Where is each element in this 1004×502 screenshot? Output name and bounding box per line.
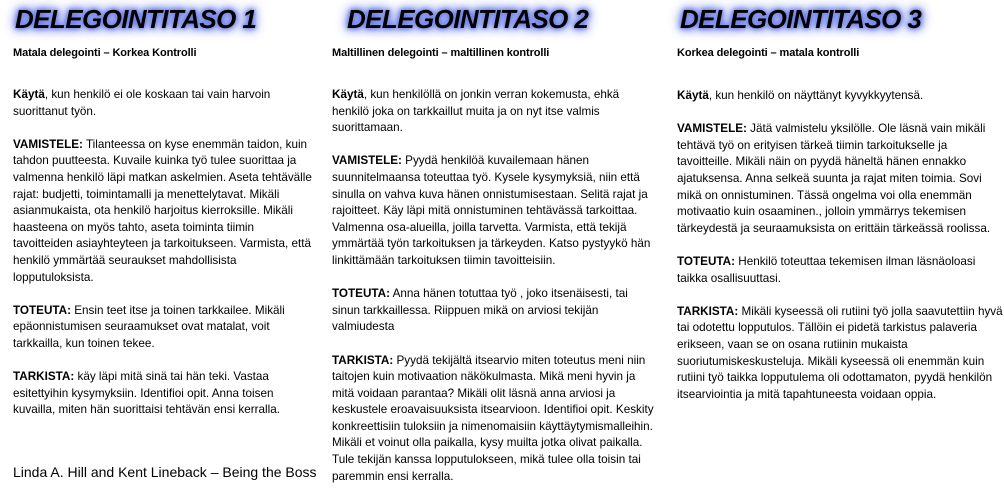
level-subtitle: Matala delegointi – Korkea Kontrolli xyxy=(13,47,197,59)
level-title: DELEGOINTITASO 2 xyxy=(347,4,589,34)
level-body xyxy=(677,88,1004,420)
paragraph-label: TARKISTA: xyxy=(13,370,75,384)
level-subtitle: Maltillinen delegointi – maltillinen kontrolli xyxy=(332,47,550,59)
level-body xyxy=(13,87,313,435)
level-subtitle: Korkea delegointi – matala kontrolli xyxy=(677,47,860,59)
level-body xyxy=(332,87,657,502)
paragraph-text: Ensin teet itse ja toinen tarkkailee. Mikäli epäonnistumisen seuraamukset ovat matalat, voit tarkkailla, kun toinen tekee. xyxy=(13,303,285,350)
paragraph-label: TOTEUTA: xyxy=(677,254,735,268)
paragraph-prepare xyxy=(332,153,657,269)
paragraph-review xyxy=(332,353,657,486)
paragraph-label: TOTEUTA: xyxy=(332,287,390,301)
paragraph-text: Pyydä henkilöä kuvailemaan hänen suunnitelmaansa toteuttaa työ. Kysele kysymyksiä, niin että sinulla on vahva kuva hänen onnistumisestaan. Selitä rajat ja rajoitteet. Käy läpi mitä onnistuminen tehtävässä tarkoittaa. Valmenna osa-alueilla, joilla tarvetta. Varmista, että tekijä ymmärtää työn tarkoituksen ja tärkeyden. Katso pystyykö hän linkittämään tarkoituksen tiimin tavoitteisiin. xyxy=(332,154,651,267)
paragraph-use xyxy=(677,88,1004,105)
paragraph-label: Käytä xyxy=(332,88,364,101)
paragraph-review xyxy=(677,304,1004,404)
paragraph-label: TOTEUTA: xyxy=(13,303,71,317)
paragraph-prepare xyxy=(677,121,1004,237)
paragraph-label: Käytä xyxy=(677,89,709,102)
paragraph-label: TARKISTA: xyxy=(332,353,394,367)
paragraph-execute xyxy=(13,303,313,353)
paragraph-prepare xyxy=(13,137,313,286)
paragraph-use xyxy=(13,87,313,120)
source-citation: Linda A. Hill and Kent Lineback – Being the Boss xyxy=(13,464,317,480)
paragraph-use xyxy=(332,87,657,137)
paragraph-execute xyxy=(332,286,657,336)
paragraph-text: Henkilö toteuttaa tekemisen ilman läsnäoloasi taikka osallisuuttasi. xyxy=(677,254,976,285)
paragraph-text: käy läpi mitä sinä tai hän teki. Vastaa esitettyihin kysymyksiin. Identifioi opit. Anna toisen kuvailla, miten hän suorittaisi tehtävän ensi kerralla. xyxy=(13,370,280,417)
paragraph-text: , kun henkilö on näyttänyt kyvykkyytensä. xyxy=(708,89,924,102)
paragraph-label: VAMISTELE: xyxy=(677,122,747,136)
paragraph-label: VAMISTELE: xyxy=(13,137,83,151)
paragraph-text: , kun henkilöllä on jonkin verran kokemusta, ehkä henkilö joka on tarkkaillut muita ja on nyt itse valmis suorittamaan. xyxy=(332,88,620,135)
paragraph-text: Pyydä tekijältä itsearvio miten toteutus meni niin taitojen kuin motivaation näkökulmasta. Mikä meni hyvin ja mitä voidaan parantaa? Mikäli olit läsnä anna arviosi ja keskustele eroavaisuuksista itsearvioon. Identifioi opit. Keskity konkreettisiin tuloksiin ja nimenomaisiin käyttäytymismalleihin. Mikäli et voinut olla paikalla, kysy muilta jotka olivat paikalla. Tule tekijän kanssa lopputulokseen, mikä tulee olla toisin tai paremmin ensi kerralla. xyxy=(332,353,654,483)
paragraph-text: Mikäli kyseessä oli rutiini työ jolla saavutettiin hyvä tai odotettu lopputulos. Tällöin ei pidetä tarkistus palaveria erikseen, vaan se on osana rutiinin mukaista suoriutumiskeskusteluja. Mikäli kyseessä oli enemmän kuin rutiini työ taikka lopputulema oli odottamaton, pyydä henkilön itsearviointia ja mitä tapahtuneesta voidaan oppia. xyxy=(677,304,1003,401)
level-title: DELEGOINTITASO 1 xyxy=(15,4,257,34)
paragraph-text: , kun henkilö ei ole koskaan tai vain harvoin suorittanut työn. xyxy=(13,88,271,118)
paragraph-label: TARKISTA: xyxy=(677,304,739,318)
paragraph-text: Tilanteessa on kyse enemmän taidon, kuin tahdon puutteesta. Kuvaile kuinka työ tulee suorittaa ja valmenna henkilö läpi matkan askelmien. Aseta tehtävälle rajat: budjetti, toimintamalli ja menettelytavat. Mikäli asianmukaista, ota henkilö harjoitus kierroksille. Mikäli haasteena on myös tahto, aseta toiminta tiimin tavoitteiden asiayhteyteen ja tarkoitukseen. Varmista, että henkilö ymmärtää seuraukset mahdollisista lopputuloksista. xyxy=(13,137,312,284)
paragraph-review xyxy=(13,369,313,419)
paragraph-label: VAMISTELE: xyxy=(332,154,402,168)
paragraph-text: Jätä valmistelu yksilölle. Ole läsnä vain mikäli tehtävä työ on erityisen tärkeä tiimin tarkoitukselle ja tavoitteille. Mikäli näin on pyydä häneltä hänen ennakko ajatuksensa. Anna selkeä suunta ja rajat miten toimia. Sovi mikä on onnistuminen. Tässä ongelma voi olla enemmän motivaatio kuin osaaminen., jolloin ymmärrys tekemisen tärkeydestä ja seuraamuksista on erittäin tärkeässä roolissa. xyxy=(677,122,991,235)
paragraph-execute xyxy=(677,254,1004,287)
paragraph-text: Anna hänen totuttaa työ , joko itsenäisesti, tai sinun tarkkaillessa. Riippuen mikä on arviosi tekijän valmiudesta xyxy=(332,287,628,334)
paragraph-label: Käytä xyxy=(13,88,45,101)
level-title: DELEGOINTITASO 3 xyxy=(680,4,922,34)
